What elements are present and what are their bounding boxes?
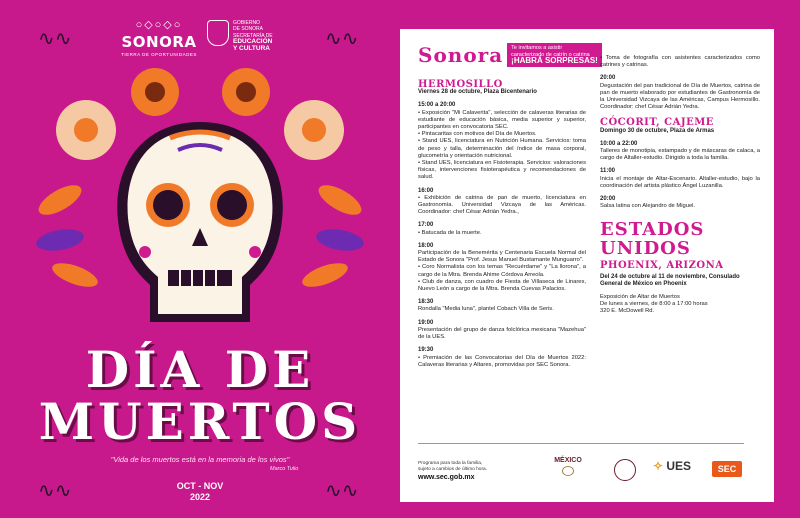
brand-name: Sonora (418, 43, 504, 67)
poster-title-line1: DÍA DE (85, 340, 315, 399)
leaf-icon (299, 258, 350, 291)
schedule-item: • Exhibición de catrina de pan de muerto, licenciatura en Gastronomía. Universidad Vizcaya de las Américas. Coordinador: chef César Adrián Yedra., (418, 194, 586, 216)
footer-note: Programa para toda la familia, sujeto a cambios de último hora. (418, 461, 488, 472)
city-heading-phoenix: PHOENIX, ARIZONA (600, 260, 724, 272)
ues-logo: ✧ UES (652, 459, 692, 473)
schedule-time: 19:00 (418, 319, 434, 326)
event-date: Viernes 28 de octubre, Plaza Bicentenario (418, 89, 537, 96)
city-heading-hermosillo: HERMOSILLO (418, 79, 503, 90)
schedule-time: 16:00 (418, 187, 434, 194)
schedule-time: 15:00 a 20:00 (418, 102, 456, 109)
daisy-flower-icon (284, 100, 344, 160)
swirl-ornament-icon: ∿∿ (38, 28, 72, 50)
marigold-flower-icon (131, 68, 179, 116)
poster-title-line2: MUERTOS (38, 392, 362, 451)
swirl-ornament-icon: ∿∿ (325, 28, 359, 50)
schedule-time: 18:00 (418, 242, 434, 249)
government-logo (207, 20, 287, 60)
government-text: GOBIERNO DE SONORA SECRETARÍA DE EDUCACIÓN Y CULTURA (233, 20, 273, 52)
logo-pattern: ○◇○◇○ (135, 19, 183, 31)
leaf-icon (35, 226, 86, 254)
swirl-ornament-icon: ∿∿ (38, 480, 72, 502)
quote-author: Marco Tulio (270, 466, 299, 472)
brand-header (418, 43, 602, 67)
schedule-item: Inicia el montaje de Altar-Escenario. Altaller-estudio, bajo la coordinación del artista plástico Ángel Luzanilla. (600, 175, 760, 189)
schedule-item: Participación de la Benemérita y Centenaria Escuela Normal del Estado de Sonora "Prof. Jesus Manuel Bustamante Munguarro". • Coro Normalista con los temas "Recuérdame" y "La llorona", a cargo de la Mtra. Brenda Ahime Córdova Arreola. • Club de danza, con cuadro de Fiesta de Villaseca de Linares, Nuevo León a cargo de la Mtra. Brenda Cuevas Palacios. (418, 250, 586, 293)
schedule-item: Presentación del grupo de danza folclórica mexicana "Mazehua" de la UES. (418, 326, 586, 341)
logo-name: SONORA (121, 33, 197, 51)
schedule-item: Salsa latina con Alejandro de Miguel. (600, 203, 696, 210)
logo-tagline: TIERRA DE OPORTUNIDADES (121, 52, 197, 57)
schedule-item: • Premiación de las Convocatorias del Día de Muertos 2022: Calaveras literarias y Altares, promovidas por SEC Sonora. (418, 354, 586, 368)
schedule-time: 11:00 (600, 168, 616, 175)
hermosillo-column (418, 81, 586, 369)
invitation-tag: Te invitamos a asistir caracterizado de catrín o catrina ¡HABRÁ SORPRESAS! (507, 43, 602, 67)
schedule-list (600, 141, 760, 211)
sonora-logo (120, 18, 198, 62)
schedule-item: Exposición de Altar de Muertos De lunes a viernes, de 8:00 a 17:00 horas 320 E. McDowell Rd. (600, 294, 708, 315)
schedule-time: 18:30 (418, 299, 434, 306)
schedule-item: • Exposición "Mi Calaverita", selección de calaveras literarias de estudiante de educación básica, media superior y superior, participantes en convocatoria SEC. • Pintacaritas con motivos del Día de Muertos. • Stand UES, licenciatura en Nutrición Humana. Servicios: toma de peso y talla, determinación del índice de masa corporal, glucometría y orientación nutricional. • Stand UES, licenciatura en Fisioterapia. Servicios: valoraciones físicas, intervenciones fisioterapéutica y recomendaciones de salud. (418, 109, 586, 181)
government-seal-icon (207, 20, 229, 46)
schedule-time: 10:00 a 22:00 (600, 140, 638, 147)
eagle-icon (562, 466, 574, 476)
website-link[interactable]: www.sec.gob.mx (418, 474, 475, 481)
event-date: Del 24 de octubre al 11 de noviembre, Consulado General de México en Phoenix (600, 273, 740, 287)
usa-heading-line1: ESTADOS (600, 219, 705, 241)
leaf-icon (49, 258, 100, 291)
usa-heading-line2: UNIDOS (600, 238, 691, 260)
schedule-time: 20:00 (600, 75, 616, 82)
leaf-icon (34, 179, 86, 220)
schedule-list (418, 102, 586, 369)
schedule-time: 20:00 (600, 196, 616, 203)
schedule-item: Talleres de monotipia, estampado y de máscaras de calaca, a cargo de Altaller-estudio. Dirigido a toda la familia. (600, 148, 760, 162)
mexico-logo: MÉXICO (546, 457, 590, 476)
schedule-time: 17:00 (418, 222, 434, 229)
leaf-icon (314, 179, 366, 220)
poster-quote: "Vida de los muertos está en la memoria de los vivos" (110, 455, 290, 464)
city-heading-cajeme: CÓCORIT, CAJEME (600, 117, 714, 129)
schedule-item: Degustación del pan tradicional de Día de Muertos, catrina de pan de muerto elaborado por estudiantes de Gastronomía de la Universidad Vizcaya de las Américas, Campus Hermosillo. Coordinador: chef César Adrián Yedra. (600, 82, 760, 111)
leaf-icon (315, 226, 366, 254)
schedule-time: 19:30 (418, 347, 434, 354)
university-seal-icon (614, 459, 636, 481)
schedule-item: • Batucada de la muerte. (418, 229, 482, 236)
poster-year: 2022 (189, 492, 211, 502)
schedule-item: • Toma de fotografía con asistentes caracterizados como catrines y catrinas. (600, 55, 760, 69)
sugar-skull-illustration (0, 60, 400, 350)
right-column (600, 55, 760, 316)
skull-icon (117, 122, 283, 322)
daisy-flower-icon (56, 100, 116, 160)
event-date: Domingo 30 de octubre, Plaza de Armas (600, 127, 715, 134)
marigold-flower-icon (222, 68, 270, 116)
footer-divider (418, 443, 744, 444)
program-document (400, 29, 774, 502)
poster-date-range: OCT - NOV (176, 481, 224, 491)
ues-mark-icon: ✧ (652, 459, 664, 473)
sec-logo: SEC (712, 461, 742, 477)
schedule-item: Rondalla "Media luna", plantel Cobach Villa de Seris. (418, 306, 554, 313)
swirl-ornament-icon: ∿∿ (325, 480, 359, 502)
